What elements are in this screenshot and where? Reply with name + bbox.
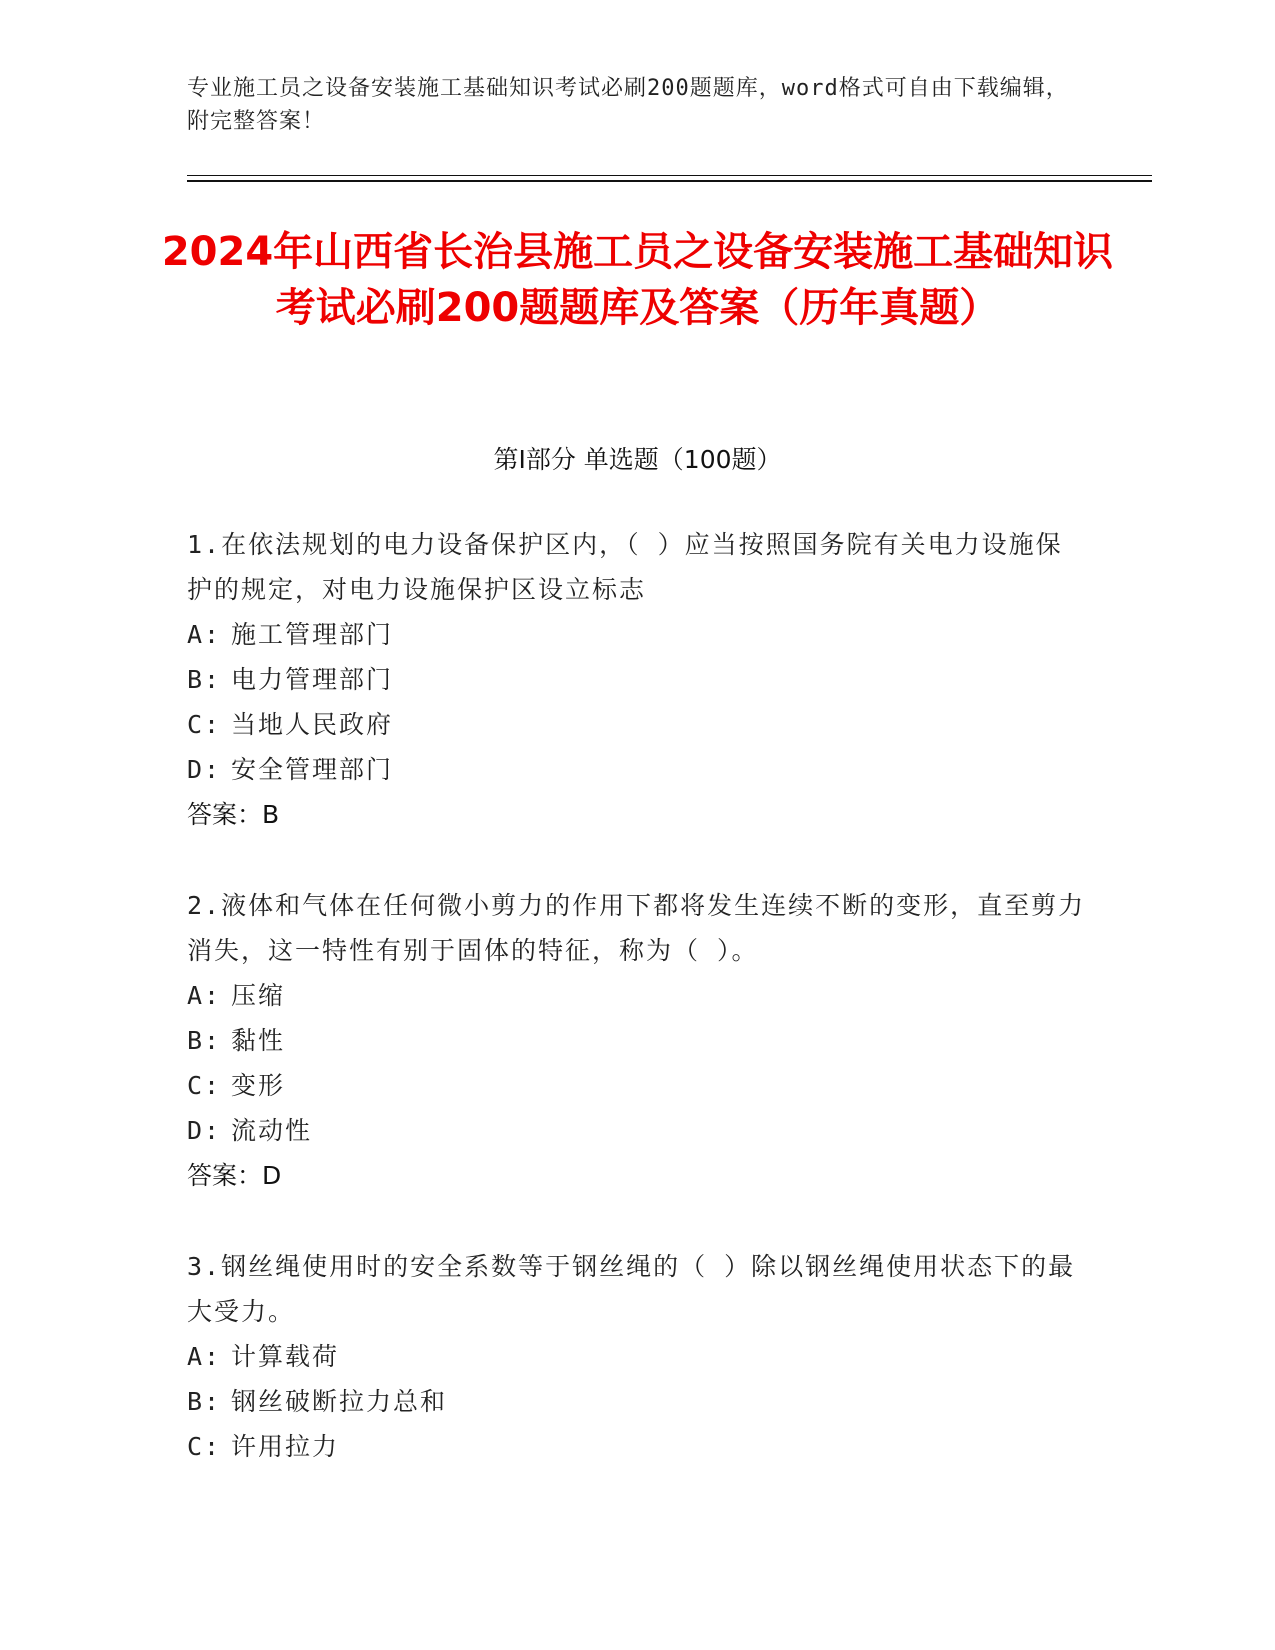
question-list: [187, 522, 1087, 1515]
option-letter: B:: [187, 1387, 222, 1416]
question-2: [187, 883, 1087, 1198]
option-text: 施工管理部门: [231, 620, 394, 649]
option-text: 安全管理部门: [231, 755, 394, 784]
option-a: [187, 1334, 1087, 1379]
question-stem: 3.钢丝绳使用时的安全系数等于钢丝绳的（ ）除以钢丝绳使用状态下的最大受力。: [187, 1252, 1076, 1326]
option-letter: A:: [187, 1342, 222, 1371]
option-text: 黏性: [231, 1026, 286, 1055]
option-letter: A:: [187, 620, 222, 649]
section-heading: 第I部分 单选题（100题）: [493, 445, 782, 474]
option-text: 压缩: [231, 981, 286, 1010]
option-text: 流动性: [231, 1116, 313, 1145]
option-b: [187, 657, 1087, 702]
question-3: [187, 1244, 1087, 1469]
option-letter: C:: [187, 1432, 222, 1461]
answer-line: 答案：D: [187, 1161, 282, 1190]
option-c: [187, 1063, 1087, 1108]
option-letter: C:: [187, 1071, 222, 1100]
option-letter: D:: [187, 755, 222, 784]
header-note: 专业施工员之设备安装施工基础知识考试必刷200题题库，word格式可自由下载编辑，附完整答案！: [187, 76, 1069, 134]
option-d: [187, 1108, 1087, 1153]
option-letter: B:: [187, 1026, 222, 1055]
option-text: 钢丝破断拉力总和: [231, 1387, 448, 1416]
option-text: 当地人民政府: [231, 710, 394, 739]
header-divider-thin: [187, 175, 1152, 176]
header-divider-thick: [187, 180, 1152, 182]
option-c: [187, 702, 1087, 747]
option-letter: C:: [187, 710, 222, 739]
option-letter: B:: [187, 665, 222, 694]
option-letter: A:: [187, 981, 222, 1010]
option-letter: D:: [187, 1116, 222, 1145]
option-text: 许用拉力: [231, 1432, 340, 1461]
document-title: 2024年山西省长治县施工员之设备安装施工基础知识考试必刷200题题库及答案（历年真题）: [161, 229, 1114, 331]
option-a: [187, 973, 1087, 1018]
option-b: [187, 1379, 1087, 1424]
option-d: [187, 747, 1087, 792]
question-stem: 2.液体和气体在任何微小剪力的作用下都将发生连续不断的变形，直至剪力消失，这一特性有别于固体的特征，称为（ ）。: [187, 891, 1086, 965]
question-1: [187, 522, 1087, 837]
option-text: 电力管理部门: [231, 665, 394, 694]
question-stem: 1.在依法规划的电力设备保护区内，（ ）应当按照国务院有关电力设施保护的规定，对电力设施保护区设立标志: [187, 530, 1063, 604]
option-a: [187, 612, 1087, 657]
option-text: 变形: [231, 1071, 286, 1100]
option-text: 计算载荷: [231, 1342, 340, 1371]
option-b: [187, 1018, 1087, 1063]
answer-line: 答案：B: [187, 800, 280, 829]
option-c: [187, 1424, 1087, 1469]
